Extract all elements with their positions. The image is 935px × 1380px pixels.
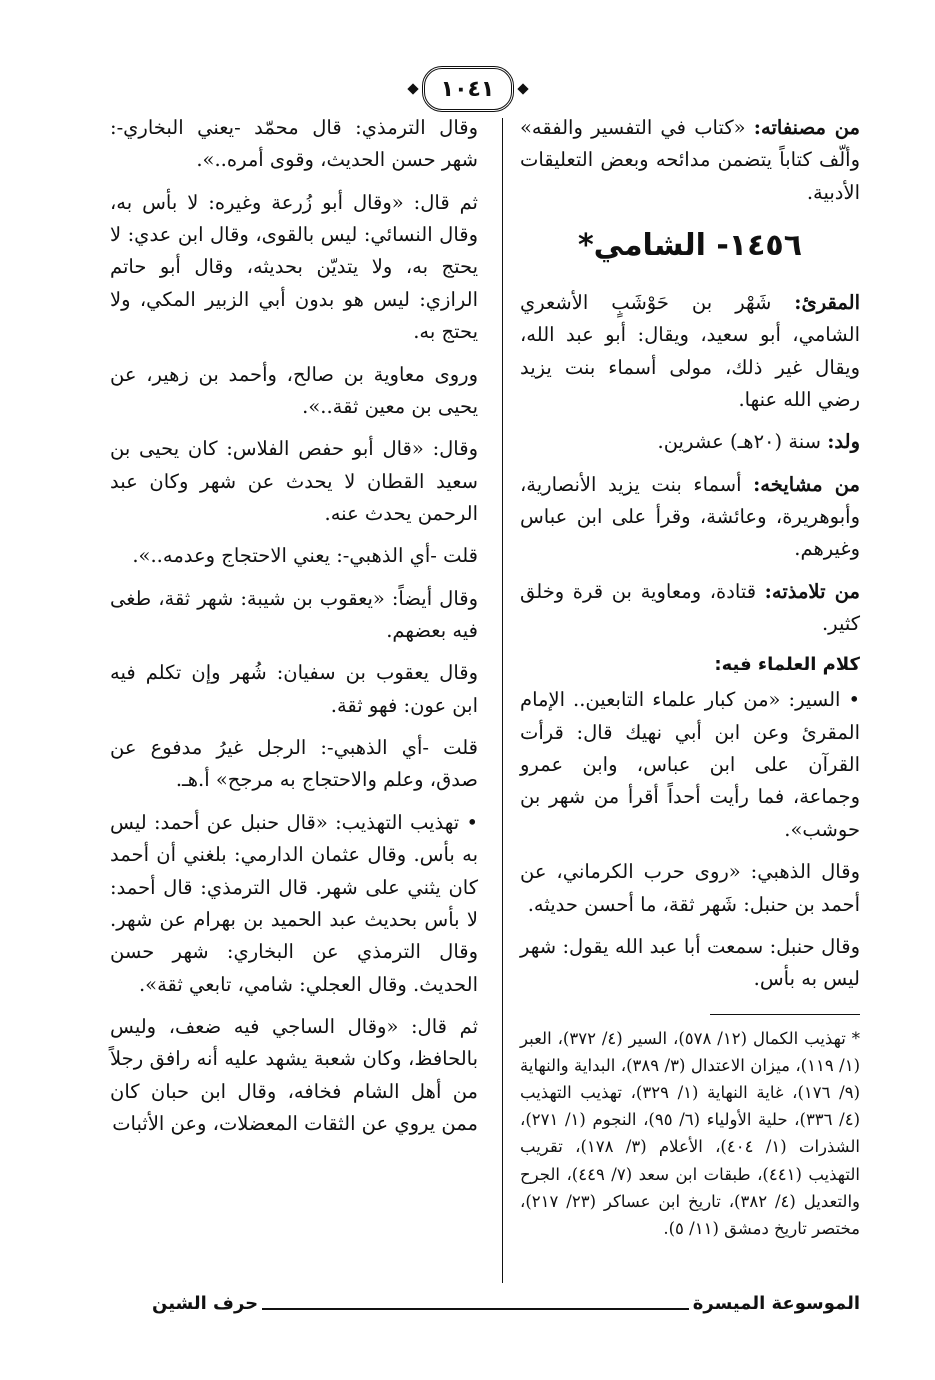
page-number bbox=[422, 66, 514, 112]
text-paragraph: ثم قال: «وقال الساجي فيه ضعف، وليس بالحافظ، وكان شعبة يشهد عليه أنه رافق رجلاً من أهل الشام فخافه، وقال ابن حبان كان ممن يروي عن الثقات المعضلات، وعن الأثبات bbox=[110, 1014, 478, 1136]
birth-paragraph bbox=[520, 426, 860, 458]
paragraph-label: من مشايخه: bbox=[753, 472, 860, 496]
footnote: * تهذيب الكمال (١٢/ ٥٧٨)، السير (٤/ ٣٧٢)، العبر (١/ ١١٩)، ميزان الاعتدال (٣/ ٣٨٩)، البداية والنهاية (٩/ ١٧٦)، غاية النهاية (١/ ٣٢٩)، تهذيب التهذيب (٤/ ٣٣٦)، حلية الأولياء (٦/ ٩٥)، النجوم (١/ ٢٧١)، الشذرات (١/ ٤٠٤)، الأعلام (٣/ ١٧٨)، تقريب التهذيب (٤٤١)، طبقات ابن سعد (٧/ ٤٤٩)، الجرح والتعديل (٤/ ٣٨٢)، تاريخ ابن عساكر (٢٣/ ٢١٧)، مختصر تاريخ دمشق (١١/ ٥). bbox=[520, 1028, 861, 1239]
column-divider bbox=[502, 118, 503, 1283]
paragraph-text: أسماء بنت يزيد الأنصارية، وأبوهريرة، وعائشة، وقرأ على ابن عباس وغيرهم. bbox=[520, 472, 860, 561]
scholar-quote: • السير: «من كبار علماء التابعين.. الإمام المقرئ وعن ابن أبي نهيك قال: قرأت القرآن على ابن عباس، وابن عمرو وجماعة، فما رأيت أحداً أقرأ من شهر بن حوشب». bbox=[520, 688, 860, 841]
paragraph-label: ولد: bbox=[827, 430, 860, 454]
text-paragraph: قلت -أي الذهبي-: الرجل غيرُ مدفوع عن صدق، وعلم والاحتجاج به مرجح» أ.هـ. bbox=[110, 736, 478, 792]
right-column bbox=[520, 112, 860, 1242]
text-paragraph: وروى معاوية بن صالح، وأحمد بن زهير، عن يحيى بن معين ثقة..». bbox=[110, 362, 478, 418]
footer-section: حرف الشين bbox=[152, 1293, 259, 1314]
paragraph-text: سنة (٢٠هـ) عشرين. bbox=[657, 430, 828, 454]
paragraph-label: المقرئ: bbox=[794, 290, 860, 314]
students-paragraph bbox=[520, 576, 860, 641]
text-paragraph: قلت -أي الذهبي-: يعني الاحتجاج وعدمه..». bbox=[132, 544, 478, 568]
paragraph-label: من مصنفاته: bbox=[753, 116, 860, 139]
teachers-paragraph bbox=[520, 469, 860, 566]
page-number-text: ١٠٤١ bbox=[440, 76, 495, 102]
paragraph-text: شَهْر بن حَوْشَبٍ الأشعري الشامي، أبو سعيد، ويقال: أبو عبد الله، ويقال غير ذلك، مولى أسماء بنت يزيد رضي الله عنها. bbox=[520, 290, 860, 411]
text-paragraph: • تهذيب التهذيب: «قال حنبل عن أحمد: ليس به بأس. وقال عثمان الدارمي: بلغني أن أحمد كان يثني على شهر. قال الترمذي: قال أحمد: لا بأس بحديث عبد الحميد بن بهرام عن شهر. وقال الترمذي عن البخاري: شهر حسن الحديث. وقال العجلي: شامي، تابعي ثقة». bbox=[110, 810, 478, 996]
scholar-quote: وقال حنبل: سمعت أبا عبد الله يقول: شهر ليس به بأس. bbox=[520, 934, 860, 991]
text-paragraph: وقال الترمذي: قال محمّد -يعني البخاري-: شهر حسن الحديث، وقوى أمره..». bbox=[110, 116, 478, 172]
footer-book-title: الموسوعة الميسرة bbox=[692, 1293, 860, 1314]
text-paragraph: وقال يعقوب بن سفيان: شُهر وإن تكلم فيه ابن عون: فهو ثقة. bbox=[110, 661, 478, 717]
text-paragraph: وقال: «قال أبو حفص الفلاس: كان يحيى بن سعيد القطان لا يحدث عن شهر وكان عبد الرحمن يحدث عنه. bbox=[110, 437, 478, 525]
footnote-divider bbox=[710, 1014, 860, 1015]
footer-rule bbox=[262, 1308, 689, 1310]
paragraph-text: «كتاب في التفسير والفقه» وألّف كتاباً يتضمن مدائحه وبعض التعليقات الأدبية. bbox=[520, 116, 860, 204]
scholar-quote: وقال الذهبي: «روى حرب الكرماني، عن أحمد بن حنبل: شَهر ثقة، ما أحسن حديثه. bbox=[520, 860, 860, 916]
page-footer bbox=[152, 1288, 860, 1314]
section-heading: كلام العلماء فيه: bbox=[714, 654, 860, 676]
paragraph-label: من تلامذته: bbox=[764, 579, 860, 603]
left-column bbox=[110, 112, 478, 1150]
text-paragraph: ثم قال: «وقال أبو زُرعة وغيره: لا بأس به، وقال النسائي: ليس بالقوى، وقال ابن عدي: لا يحتج به، ولا يتديّن بحديثه، وقال أبو حاتم الرازي: ليس هو بدون أبي الزبير المكي، ولا يحتج به. bbox=[110, 190, 478, 344]
bio-paragraph bbox=[520, 287, 860, 416]
works-paragraph bbox=[520, 112, 860, 209]
text-paragraph: وقال أيضاً: «يعقوب بن شيبة: شهر ثقة، طغى فيه بعضهم. bbox=[110, 586, 478, 643]
paragraph-text: قتادة، ومعاوية بن قرة وخلق كثير. bbox=[520, 579, 860, 636]
entry-title: ١٤٥٦- الشامي* bbox=[577, 228, 803, 264]
